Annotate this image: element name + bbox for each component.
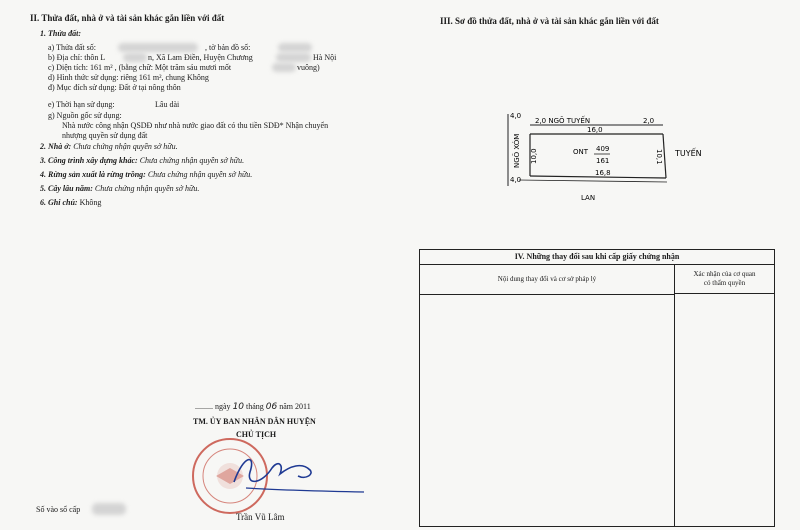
forest-row — [40, 170, 252, 180]
usage-term-label: e) Thời hạn sử dụng: — [48, 100, 115, 109]
sketch-parcel-number: 409 — [596, 145, 610, 153]
sketch-top-left-dim: 4,0 — [510, 112, 522, 120]
note-label: 6. Ghi chú: — [40, 198, 78, 207]
changes-content-header: Nội dung thay đổi và cơ sở pháp lý — [420, 264, 675, 295]
sketch-right-length: 10,1 — [655, 149, 663, 165]
note-value: Không — [79, 198, 102, 207]
perennial-label: 5. Cây lâu năm: — [40, 184, 93, 193]
date-year: năm 2011 — [279, 402, 311, 411]
issue-number-label: Số vào sổ cấp — [36, 505, 81, 514]
sketch-left-length: 10,0 — [530, 148, 538, 164]
usage-origin-label: g) Nguồn gốc sử dụng: — [48, 111, 122, 120]
redacted-map-sheet — [278, 43, 312, 52]
signature — [234, 460, 364, 492]
house-row — [40, 142, 178, 152]
sketch-top-road: 2,0 NGÕ TUYẾN — [535, 117, 591, 125]
parcel-number-label: a) Thửa đất số: — [48, 43, 96, 52]
perennial-row — [40, 184, 199, 194]
forest-value: Chưa chứng nhận quyền sở hữu. — [147, 170, 253, 179]
construction-label: 3. Công trình xây dựng khác: — [40, 156, 138, 165]
note-row — [40, 198, 101, 208]
construction-value: Chưa chứng nhận quyền sở hữu. — [139, 156, 245, 165]
redacted-district — [276, 53, 311, 62]
land-parcel-heading: 1. Thửa đất: — [40, 29, 82, 38]
date-month: 06 — [265, 402, 278, 412]
usage-term-value: Lâu dài — [155, 100, 180, 109]
sketch-bottom-line — [519, 180, 667, 182]
usage-origin-line2: nhượng quyền sử dụng đất — [62, 131, 148, 140]
construction-row — [40, 156, 244, 166]
issue-date — [195, 402, 311, 412]
house-label: 2. Nhà ở: — [40, 142, 72, 151]
address-value: n, Xã Lam Điền, Huyện Chương — [148, 53, 253, 62]
section-iii-title: III. Sơ đồ thửa đất, nhà ở và tài sản khác gắn liền với đất — [440, 16, 659, 26]
address-city: Hà Nội — [313, 53, 337, 62]
sketch-top-length: 16,0 — [587, 126, 603, 134]
date-day: 10 — [232, 402, 245, 412]
redacted-issue-number — [92, 503, 126, 515]
sketch-parcel-area: 161 — [596, 157, 610, 165]
signer-role: CHỦ TỊCH — [236, 430, 277, 439]
parcel-sketch — [495, 106, 725, 206]
sketch-right-road: TUYẾN — [675, 149, 702, 158]
sketch-left-road: NGÕ XÓM — [513, 133, 521, 168]
perennial-value: Chưa chứng nhận quyền sở hữu. — [94, 184, 200, 193]
date-prefix: ngày — [215, 402, 231, 411]
area-line-end: vuông) — [297, 63, 320, 72]
sketch-parcel-code: ONT — [573, 148, 589, 156]
red-stamp — [193, 439, 267, 513]
sketch-bottom-length: 16,8 — [595, 169, 611, 177]
map-sheet-label: , tờ bản đồ số: — [205, 43, 251, 52]
authority-header-line1: Xác nhận của cơ quan — [693, 270, 756, 278]
redacted-village — [123, 53, 147, 62]
usage-origin-line1: Nhà nước công nhận QSDĐ như nhà nước giao đất có thu tiền SDĐ* Nhận chuyển — [62, 121, 329, 130]
sketch-bottom-label: LAN — [581, 194, 596, 202]
signer-name: Trần Vũ Lâm — [236, 512, 285, 522]
redacted-parcel-number — [118, 43, 198, 52]
section-iv-title: IV. Những thay đổi sau khi cấp giấy chứng nhận — [420, 250, 774, 265]
authority-confirmation-header — [675, 264, 774, 294]
usage-form-line: d) Hình thức sử dụng: riêng 161 m², chung Không — [48, 73, 209, 82]
issuing-authority: TM. ỦY BAN NHÂN DÂN HUYỆN — [193, 417, 316, 426]
section-ii-title: II. Thửa đất, nhà ở và tài sản khác gắn liền với đất — [30, 13, 225, 23]
redacted-area-word — [272, 63, 296, 72]
forest-label: 4. Rừng sản xuất là rừng trồng: — [40, 170, 146, 179]
authority-header-line2: có thẩm quyền — [703, 279, 746, 287]
area-line: c) Diện tích: 161 m² , (bằng chữ: Một trăm sáu mươi mốt — [48, 63, 232, 72]
usage-purpose-line: đ) Mục đích sử dụng: Đất ở tại nông thôn — [48, 83, 181, 92]
house-value: Chưa chứng nhận quyền sở hữu. — [73, 142, 178, 151]
stamp-and-signature — [186, 436, 368, 520]
sketch-bottom-left-dim: 4,0 — [510, 176, 522, 184]
table-column-divider — [674, 294, 675, 526]
date-dots: ......... — [195, 402, 213, 411]
sketch-top-right-dim: 2,0 — [643, 117, 655, 125]
changes-table — [419, 249, 775, 527]
address-label: b) Địa chỉ: thôn L — [48, 53, 106, 62]
date-month-label: tháng — [246, 402, 264, 411]
